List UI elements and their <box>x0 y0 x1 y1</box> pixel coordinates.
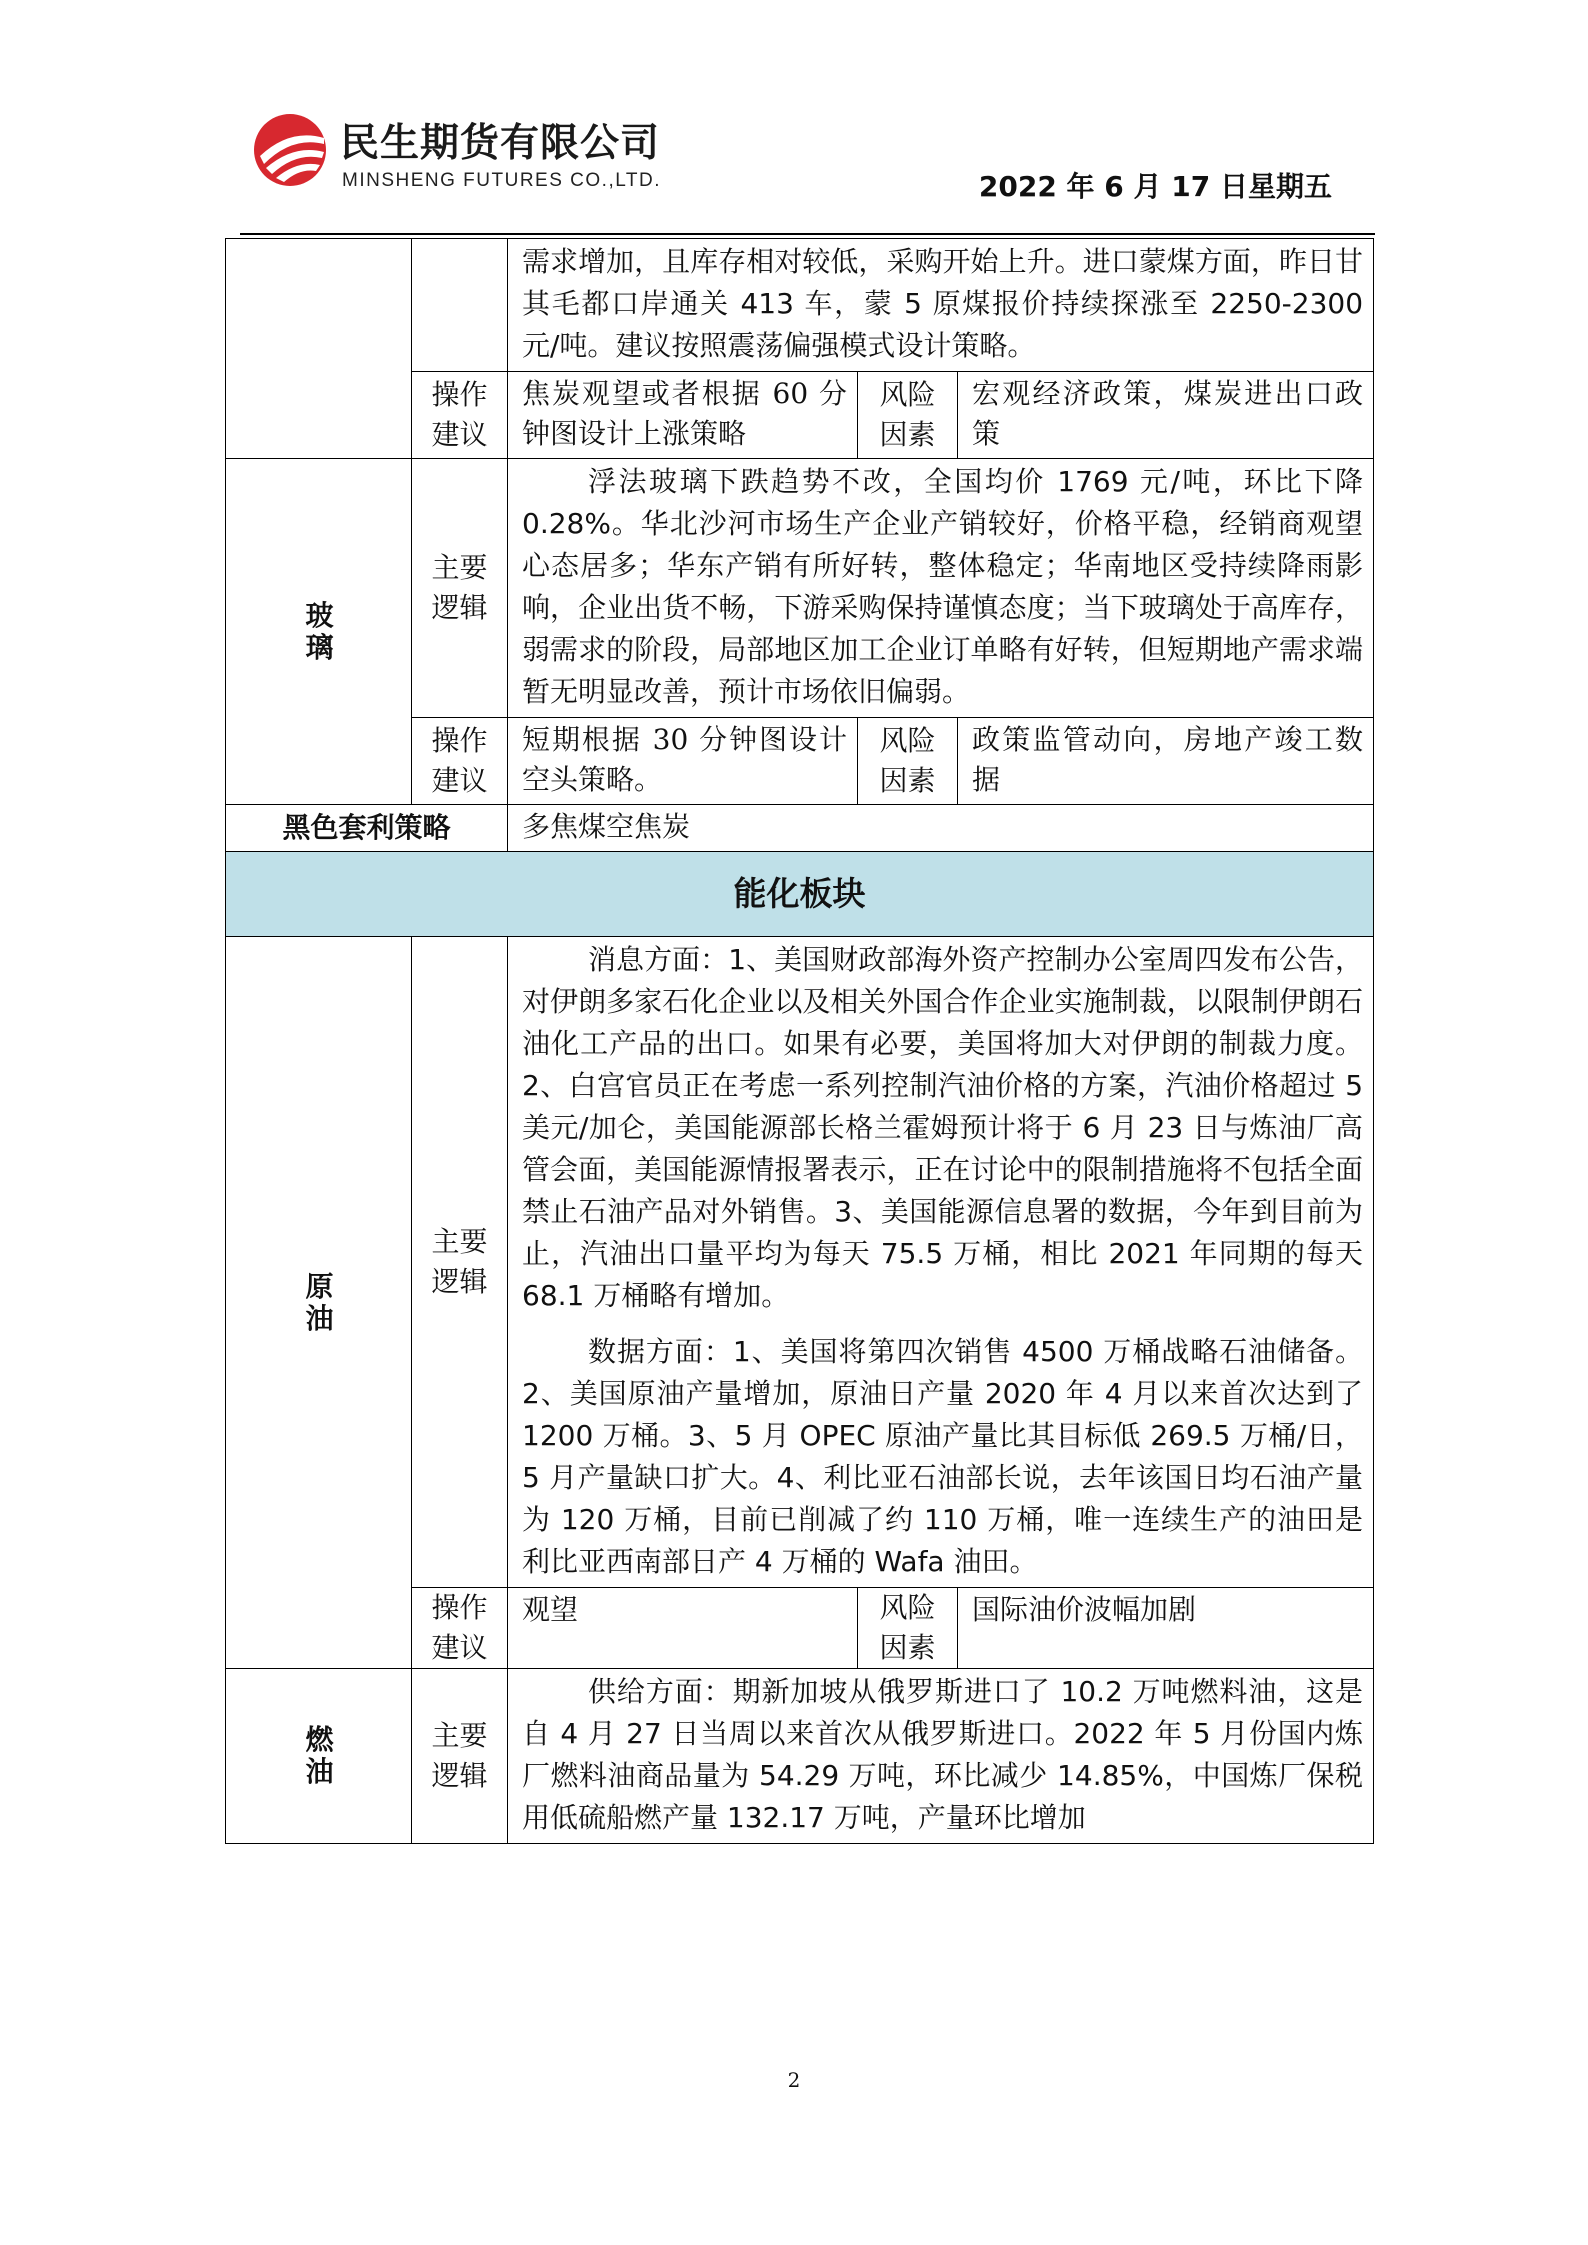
crude-data-paragraph: 数据方面：1、美国将第四次销售 4500 万桶战略石油储备。2、美国原油产量增加，原油日产量 2020 年 4 月以来首次达到了 1200 万桶。3、5 月 OPEC 原油产量比其目标低 269.5 万桶/日，5 月产量缺口扩大。4、利比亚石油部长说，去年该国日均石油产量为 120 万桶，目前已削减了约 110 万桶，唯一连续生产的油田是利比亚西南部日产 4 万桶的 Wafa 油田。 <box>522 1335 1364 1578</box>
risk-label: 风险因素 <box>879 1591 936 1664</box>
crude-logic-text <box>508 937 1373 1587</box>
glass-risk-cell <box>958 718 1374 805</box>
glass-logic-label-cell <box>412 459 508 718</box>
fuel-logic-label-cell <box>412 1669 508 1844</box>
fuel-category-label: 燃油 <box>305 1723 334 1788</box>
glass-category-label: 玻璃 <box>305 598 334 664</box>
fuel-category-cell <box>226 1669 412 1844</box>
black-arb-row <box>226 805 1374 852</box>
advice-label: 操作建议 <box>431 1591 488 1664</box>
risk-label: 风险因素 <box>879 724 936 797</box>
crude-advice-text: 观望 <box>522 1593 579 1626</box>
glass-category-cell <box>226 459 412 805</box>
crude-advice-label-cell <box>412 1588 508 1669</box>
crude-risk-label-cell <box>858 1588 958 1669</box>
black-arb-cell <box>508 805 1374 852</box>
advice-label: 操作建议 <box>431 724 488 797</box>
coke-logic-row <box>226 239 1374 372</box>
coke-risk-label-cell <box>858 372 958 459</box>
black-arb-text: 多焦煤空焦炭 <box>522 810 691 843</box>
crude-logic-row <box>226 937 1374 1588</box>
coke-risk-text: 宏观经济政策，煤炭进出口政策 <box>972 377 1364 450</box>
crude-advice-cell <box>508 1588 858 1669</box>
glass-logic-text: 浮法玻璃下跌趋势不改，全国均价 1769 元/吨，环比下降 0.28%。华北沙河市场生产企业产销较好，价格平稳，经销商观望心态居多；华东产销有所好转，整体稳定；华南地区受持续降雨影响，企业出货不畅，下游采购保持谨慎态度；当下玻璃处于高库存，弱需求的阶段，局部地区加工企业订单略有好转，但短期地产需求端暂无明显改善，预计市场依旧偏弱。 <box>522 465 1364 708</box>
coke-category-cell <box>226 239 412 459</box>
logic-label: 主要逻辑 <box>431 1719 488 1792</box>
fuel-logic-row <box>226 1669 1374 1844</box>
company-name-en: MINSHENG FUTURES CO.,LTD. <box>342 170 661 191</box>
report-date: 2022 年 6 月 17 日星期五 <box>978 170 1332 203</box>
energy-section-row <box>226 852 1374 937</box>
company-logo <box>250 110 730 200</box>
coke-advice-text: 焦炭观望或者根据 60 分钟图设计上涨策略 <box>522 377 847 450</box>
glass-advice-label-cell <box>412 718 508 805</box>
coke-logic-text: 需求增加，且库存相对较低，采购开始上升。进口蒙煤方面，昨日甘其毛都口岸通关 413 车，蒙 5 原煤报价持续探涨至 2250-2300 元/吨。建议按照震荡偏强模式设计策略。 <box>522 245 1364 362</box>
crude-logic-label-cell <box>412 937 508 1588</box>
coke-logic-label-cell <box>412 239 508 372</box>
glass-advice-cell <box>508 718 858 805</box>
crude-risk-cell <box>958 1588 1374 1669</box>
crude-category-label: 原油 <box>305 1269 334 1335</box>
company-name-cn: 民生期货有限公司 <box>340 121 661 166</box>
glass-logic-row <box>226 459 1374 718</box>
glass-advice-text: 短期根据 30 分钟图设计空头策略。 <box>522 723 847 796</box>
crude-category-cell <box>226 937 412 1669</box>
fuel-logic-cell <box>508 1669 1374 1844</box>
header-divider <box>240 233 1375 235</box>
coke-advice-cell <box>508 372 858 459</box>
glass-risk-label-cell <box>858 718 958 805</box>
glass-logic-cell <box>508 459 1374 718</box>
logic-label: 主要逻辑 <box>431 551 488 624</box>
black-arb-label: 黑色套利策略 <box>226 805 508 852</box>
coke-logic-cell <box>508 239 1374 372</box>
crude-news-paragraph: 消息方面：1、美国财政部海外资产控制办公室周四发布公告，对伊朗多家石化企业以及相关外国合作企业实施制裁，以限制伊朗石油化工产品的出口。如果有必要，美国将加大对伊朗的制裁力度。2、白宫官员正在考虑一系列控制汽油价格的方案，汽油价格超过 5 美元/加仑，美国能源部长格兰霍姆预计将于 6 月 23 日与炼油厂高管会面，美国能源情报署表示，正在讨论中的限制措施将不包括全面禁止石油产品对外销售。3、美国能源信息署的数据，今年到目前为止，汽油出口量平均为每天 75.5 万桶，相比 2021 年同期的每天 68.1 万桶略有增加。 <box>522 943 1364 1312</box>
glass-risk-text: 政策监管动向，房地产竣工数据 <box>972 723 1364 796</box>
minsheng-logo-icon <box>250 110 330 190</box>
fuel-logic-text: 供给方面：期新加坡从俄罗斯进口了 10.2 万吨燃料油，这是自 4 月 27 日当周以来首次从俄罗斯进口。2022 年 5 月份国内炼厂燃料油商品量为 54.29 万吨，环比减少 14.85%，中国炼厂保税用低硫船燃产量 132.17 万吨，产量环比增加 <box>522 1675 1364 1834</box>
energy-section-title: 能化板块 <box>226 852 1374 937</box>
advice-label: 操作建议 <box>431 378 488 451</box>
coke-risk-cell <box>958 372 1374 459</box>
risk-label: 风险因素 <box>879 378 936 451</box>
crude-risk-text: 国际油价波幅加剧 <box>972 1593 1197 1626</box>
coke-advice-label-cell <box>412 372 508 459</box>
strategy-table <box>225 238 1374 1844</box>
page-number: 2 <box>787 2068 801 2092</box>
logic-label: 主要逻辑 <box>431 1225 488 1298</box>
crude-logic-cell <box>508 937 1374 1588</box>
